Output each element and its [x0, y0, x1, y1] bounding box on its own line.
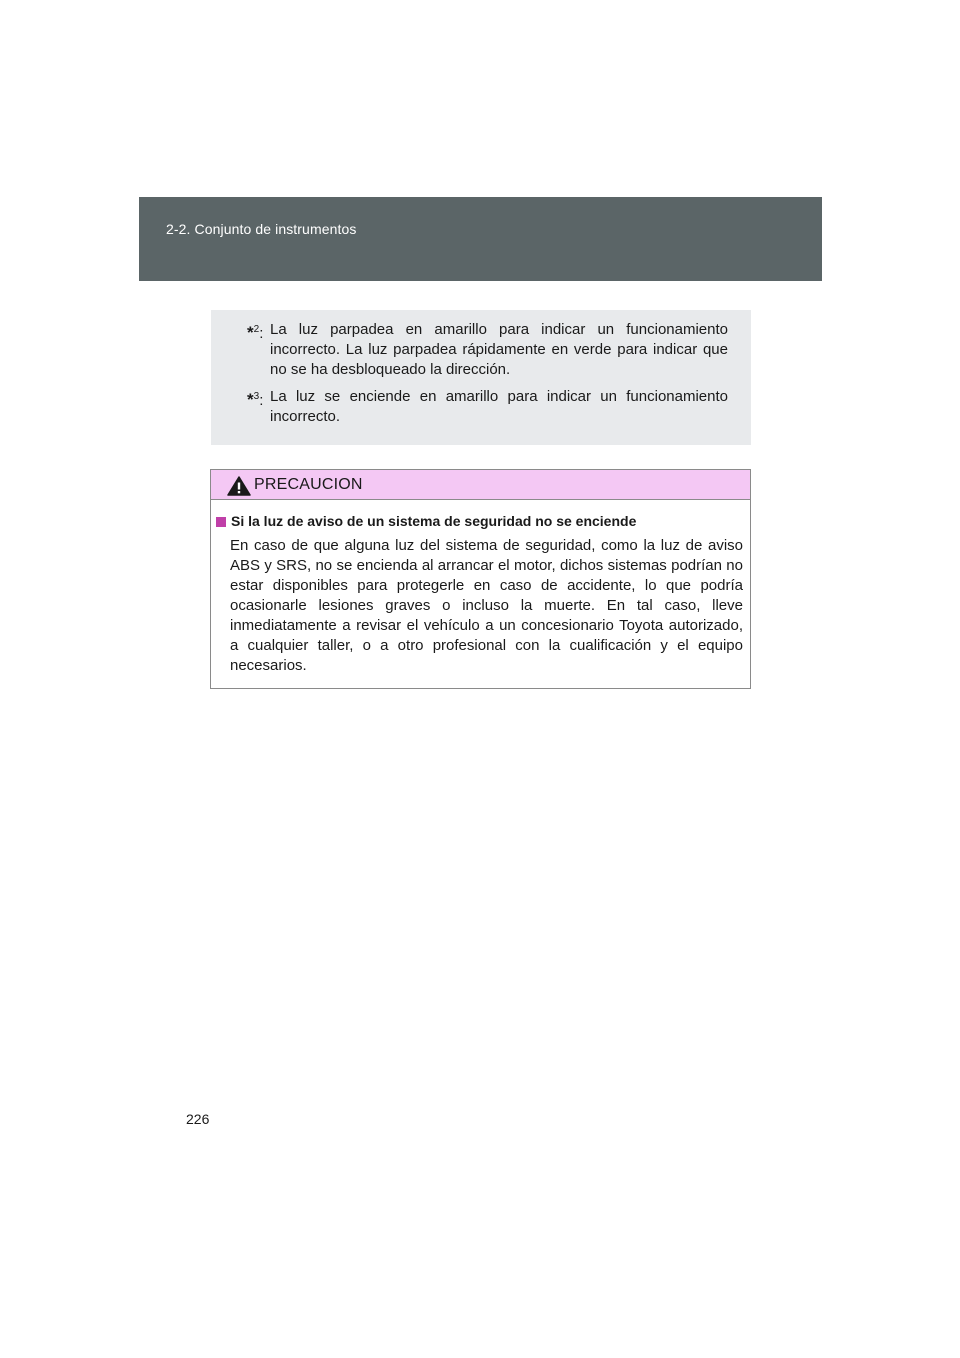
caution-title: PRECAUCION: [254, 476, 363, 493]
footnote-3: [247, 387, 728, 427]
warning-triangle-icon: [227, 476, 251, 496]
footnotes-box: [211, 310, 751, 445]
caution-item-title: Si la luz de aviso de un sistema de seguridad no se enciende: [216, 512, 636, 530]
caution-item-body: En caso de que alguna luz del sistema de seguridad, como la luz de aviso ABS y SRS, no se encienda al arrancar el motor, dichos sistemas podrían no estar disponibles para protegerle en caso de accidente, lo que podría ocasionarle lesiones graves o incluso la muerte. En tal caso, lleve inmediatamente a revisar el vehículo a un concesionario Toyota autorizado, a cualquier taller, o a otro profesional con la cualificación y el equipo necesarios.: [230, 537, 743, 674]
footnote-marker: *$^2$:: [247, 323, 264, 342]
footnote-marker: *$^3$:: [247, 390, 264, 409]
page-number: 226: [186, 1111, 210, 1127]
section-title: 2-2. Conjunto de instrumentos: [166, 221, 357, 237]
caution-header: [211, 470, 750, 500]
footnote-text: La luz parpadea en amarillo para indicar un funcionamiento incorrecto. La luz parpadea rápidamente en verde para indicar que no se ha desbloqueado la dirección.: [270, 321, 728, 378]
footnote-2: [247, 320, 728, 380]
footnote-text: La luz se enciende en amarillo para indicar un funcionamiento incorrecto.: [270, 388, 728, 425]
bullet-square-icon: [216, 517, 226, 527]
section-header-bar: [139, 197, 822, 281]
caution-box: [210, 469, 751, 689]
